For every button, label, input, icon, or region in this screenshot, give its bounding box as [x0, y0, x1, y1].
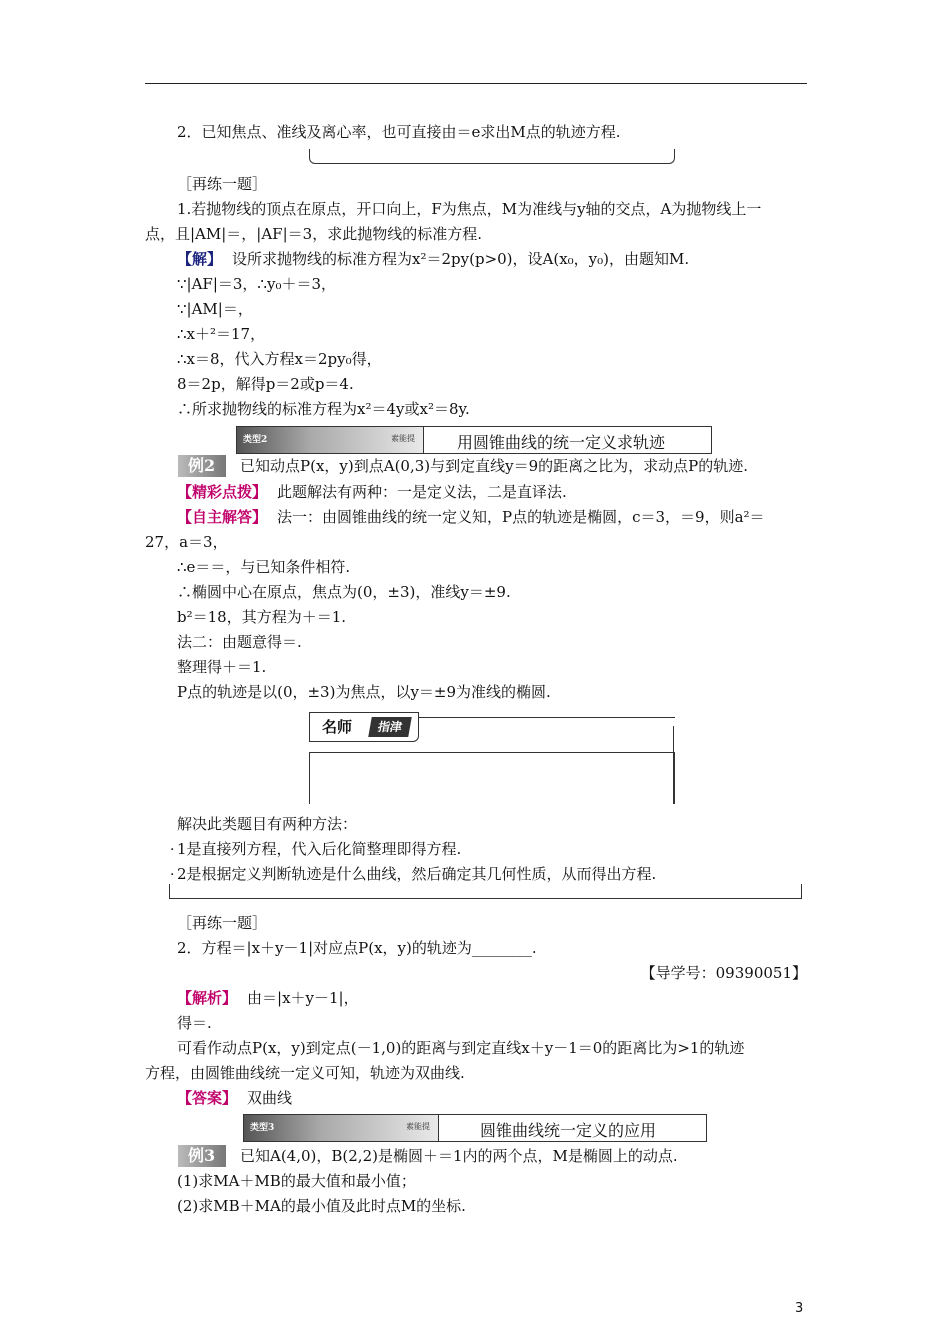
practice2-line2: 得＝.: [177, 1014, 212, 1032]
type2-banner: [236, 426, 712, 454]
example2-line8: P点的轨迹是以(0，±3)为焦点，以y＝±9为准线的椭圆.: [177, 683, 551, 701]
practice1-step5: 8＝2p，解得p＝2或p＝4.: [177, 375, 354, 393]
bullet-dot: ·: [170, 867, 175, 883]
analysis-text: 由＝|x＋y－1|，: [247, 989, 359, 1007]
type2-number: 类型2: [243, 435, 268, 445]
practice2-analysis: [177, 987, 807, 1009]
practice2-heading: ［再练一题］: [177, 914, 268, 932]
example2-line3: ∴e＝＝，与已知条件相符.: [177, 558, 351, 576]
type2-title: 用圆锥曲线的统一定义求轨迹: [457, 433, 666, 452]
teacher-bottom-right: [801, 884, 802, 898]
self-solution-line1: 法一：由圆锥曲线的统一定义知，P点的轨迹是椭圆，c＝3，＝9，则a²＝: [277, 508, 765, 526]
teacher-bottom-left: [169, 884, 170, 898]
example2-self-solution: [177, 506, 807, 528]
note-bracket: [309, 149, 675, 164]
example3-part2: (2)求MB＋MA的最小值及此时点M的坐标.: [177, 1197, 466, 1215]
example2-line5: b²＝18，其方程为＋＝1.: [177, 608, 347, 626]
teacher-bottom-rule: [169, 898, 802, 899]
practice1-step6: ∴所求抛物线的标准方程为x²＝4y或x²＝8y.: [177, 400, 470, 418]
practice1-question-line2: 点，且|AM|＝，|AF|＝3，求此抛物线的标准方程.: [145, 225, 482, 243]
teacher-intro: 解决此类题目有两种方法：: [177, 815, 358, 833]
practice2-line4: 方程，由圆锥曲线统一定义可知，轨迹为双曲线.: [145, 1064, 465, 1082]
practice1-question-line1: 1.若抛物线的顶点在原点，开口向上，F为焦点，M为准线与y轴的交点，A为抛物线上一: [177, 200, 762, 218]
practice1-solution: [177, 248, 807, 270]
type3-mark: 素能提: [406, 1122, 430, 1131]
type3-number: 类型3: [250, 1123, 275, 1133]
example2-label: 例2: [178, 455, 226, 477]
practice1-step3: ∴x＋²＝17，: [177, 325, 266, 343]
type2-mark: 素能提: [391, 434, 415, 443]
guide-number: 【导学号：09390051】: [640, 964, 807, 982]
example3-part1: (1)求MA＋MB的最大值和最小值；: [177, 1172, 416, 1190]
practice1-step4: ∴x＝8，代入方程x＝2py₀得，: [177, 350, 382, 368]
example2-line7: 整理得＋＝1.: [177, 658, 267, 676]
practice1-heading: ［再练一题］: [177, 175, 268, 193]
answer-text: 双曲线: [247, 1089, 293, 1107]
type3-label: [244, 1115, 439, 1141]
teacher-label-badge: 指津: [368, 717, 412, 737]
solution-text: 设所求抛物线的标准方程为x²＝2py(p>0)，设A(x₀，y₀)，由题知M.: [232, 250, 690, 268]
type3-title: 圆锥曲线统一定义的应用: [480, 1121, 657, 1140]
teacher-method1: 1是直接列方程，代入后化简整理即得方程.: [177, 840, 462, 858]
teacher-method2: 2是根据定义判断轨迹是什么曲线，然后确定其几何性质，从而得出方程.: [177, 865, 657, 883]
example3-label: 例3: [178, 1145, 226, 1167]
hint-tag: 【精彩点拨】: [177, 483, 268, 501]
header-rule: [145, 83, 807, 84]
example2-line6: 法二：由题意得＝.: [177, 633, 302, 651]
solution-tag: 【解】: [177, 250, 223, 268]
hint-text: 此题解法有两种：一是定义法，二是直译法.: [277, 483, 567, 501]
bullet-dot: ·: [170, 842, 175, 858]
practice1-step1: ∵|AF|＝3，∴y₀＋＝3，: [177, 275, 337, 293]
type2-label: [237, 427, 424, 453]
practice2-question: 2．方程＝|x＋y－1|对应点P(x，y)的轨迹为________.: [177, 939, 537, 957]
page-number: 3: [795, 1301, 804, 1316]
analysis-tag: 【解析】: [177, 989, 238, 1007]
teacher-inner-box: [309, 752, 675, 804]
top-note: 2．已知焦点、准线及离心率，也可直接由＝e求出M点的轨迹方程.: [177, 123, 621, 141]
example3-text: 已知A(4,0)，B(2,2)是椭圆＋＝1内的两个点，M是椭圆上的动点.: [240, 1147, 678, 1165]
answer-tag: 【答案】: [177, 1089, 238, 1107]
example2-hint: [177, 481, 807, 503]
practice2-answer: [177, 1087, 807, 1109]
type3-banner: [243, 1114, 707, 1142]
example2-line4: ∴椭圆中心在原点，焦点为(0，±3)，准线y＝±9.: [177, 583, 511, 601]
practice2-line3: 可看作动点P(x，y)到定点(－1,0)的距离与到定直线x＋y－1＝0的距离比为>1的轨迹: [177, 1039, 745, 1057]
teacher-label: [309, 712, 419, 742]
example2-line2: 27，a＝3，: [145, 533, 228, 551]
example2-text: 已知动点P(x，y)到点A(0,3)与到定直线y＝9的距离之比为，求动点P的轨迹.: [240, 457, 749, 475]
self-solution-tag: 【自主解答】: [177, 508, 268, 526]
teacher-label-text: 名师: [322, 718, 353, 736]
practice1-step2: ∵|AM|＝，: [177, 300, 253, 318]
